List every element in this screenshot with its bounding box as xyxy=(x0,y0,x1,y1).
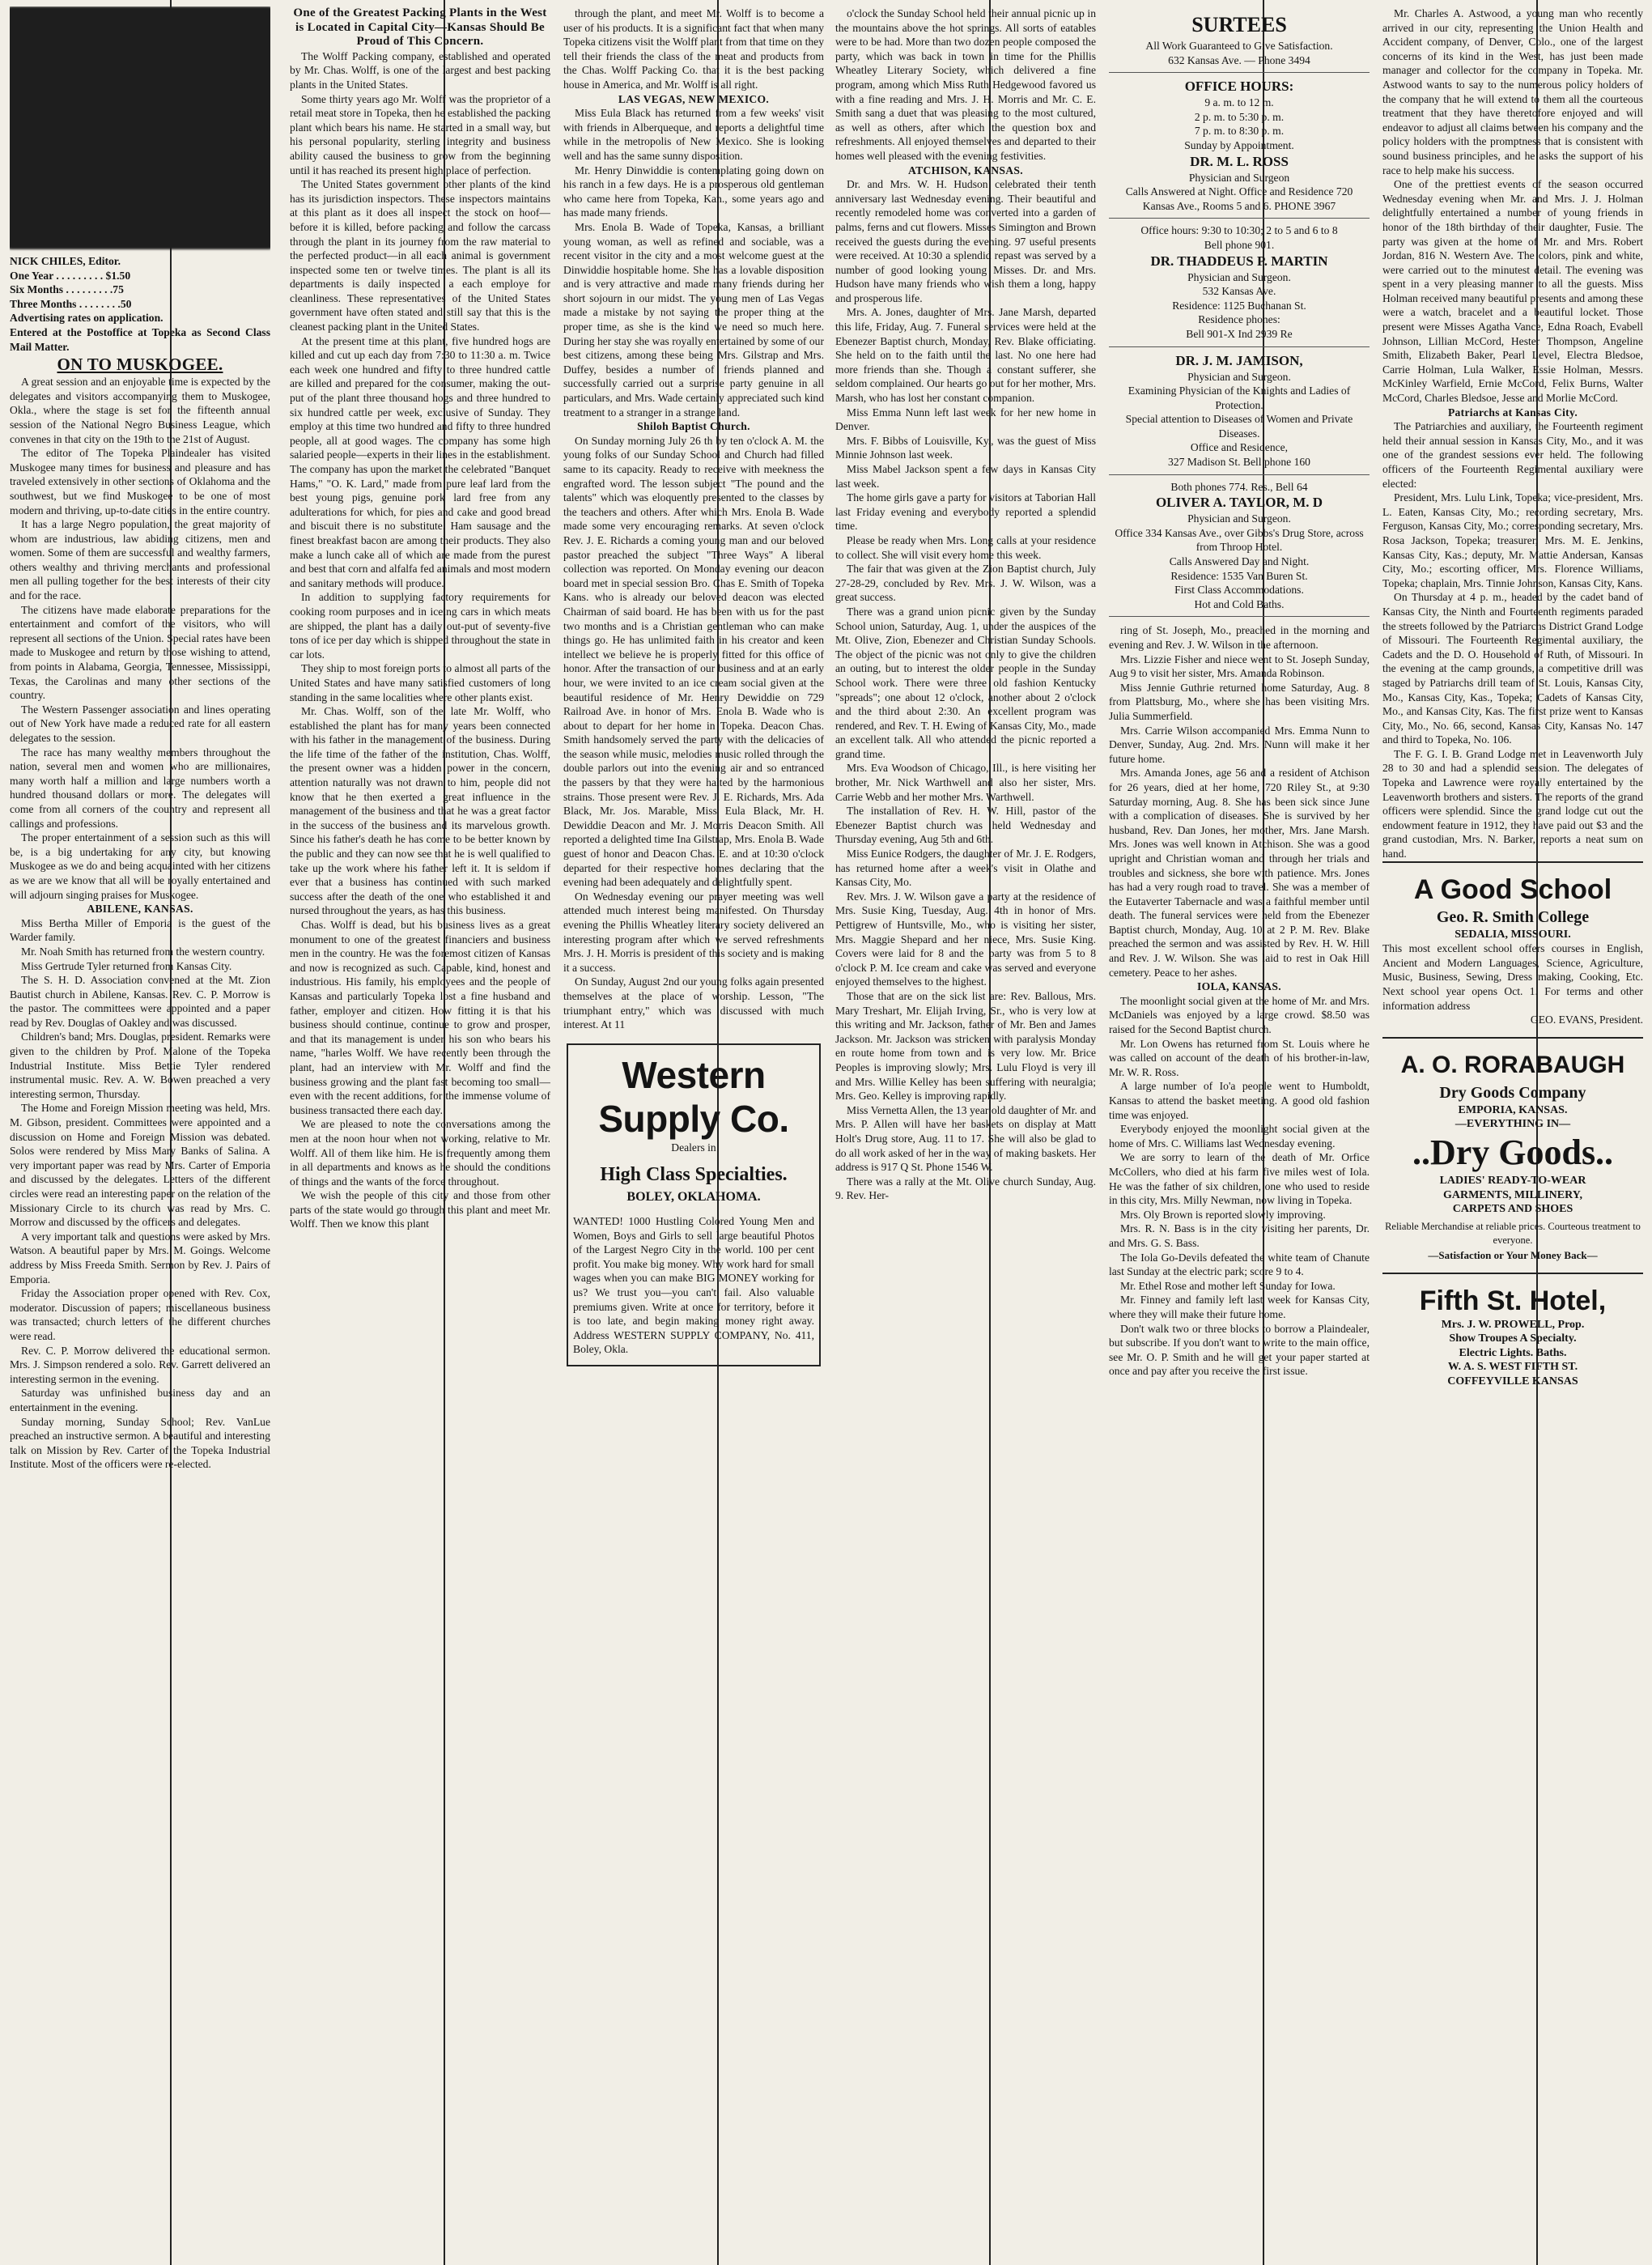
paragraph: Rev. Mrs. J. W. Wilson gave a party at the residence of Mrs. Susie King, Tuesday, Aug. 4th in honor of Mrs. Pettigrew of Huntsville, Mo., who is visiting her sister, Mrs. Maggie Shepard and her niece, Mrs. Susie King. Covers were laid for 8 and the party was from 5 to 8 o'clock P. M. Ice cream and cake was served and everyone enjoyed themselves to the highest. xyxy=(835,890,1096,988)
paragraph: Mr. Ethel Rose and mother left Sunday for Iowa. xyxy=(1120,1279,1336,1292)
masthead-title: NICK CHILES, Editor. xyxy=(10,255,121,267)
card-name: DR. THADDEUS P. MARTIN xyxy=(1150,253,1328,269)
paragraph: Those that are on the sick list are: Rev. Ballous, Mrs. Mary Treshart, Mr. Elijah Irving, Sr., who is very low at this writing and Mr. Jackson, father of Mr. Ben and James Jackson. Mr. Jackson was stricken with paralysis Monday en route home from town and is very low. Mr. Brice Peoples is improving slowly; Mrs. Lulu Floyd is very ill and Mrs. Willie Kelley has been suffering with neuralgia; Mrs. Geo. Kelley is improving rapidly. xyxy=(835,989,1096,1103)
article-heading: Patriarchs at Kansas City. xyxy=(1447,406,1578,419)
card-line: Examining Physician of the Knights and Ladies of Protection. xyxy=(1128,385,1351,411)
card-line: Calls Answered at Night. Office and Residence 720 Kansas Ave., Rooms 5 and 6. PHONE 3967 xyxy=(1125,185,1353,212)
masthead xyxy=(10,254,270,354)
business-card xyxy=(1109,219,1370,346)
card-line: Physician and Surgeon xyxy=(1188,171,1290,184)
ad-title: Fifth St. Hotel, xyxy=(1419,1285,1607,1316)
paragraph: Miss Eula Black has returned from a few weeks' visit with friends in Alberqueque, and reports a delightful time while in the metropolis of New Mexico. She is looking well and has the same sunny disposition. xyxy=(563,107,824,162)
paragraph: Mrs. Amanda Jones, age 56 and a resident of Atchison for 26 years, died at her home, 720 Riley St., at 9:30 Saturday morning, Aug. 8. She has been sick since June with a complication of diseases. She is survived by her husband, Rev. Dan Jones, her mother, Mrs. Jane Marsh. Mrs. Jones was well known in Atchison. She was a good upright and Christian woman and through her trials and troubles and sickness, she bore with patience. Mrs. Jones has had a very rough road to travel. She was a member of the Eutaverter Tabernacle and was a faithful member until death. The funeral services were held from the Ebenezer Baptist church, Monday, Aug. 10 at 2 P. M. Rev. Blake preached the sermon and was assisted by Rev. H. W. Hill and Rev. J. W. Wilson. She was laid to rest in Oak Hill cemetery. Peace to her ashes. xyxy=(1109,767,1370,979)
article-body xyxy=(10,375,270,902)
card-line: All Work Guaranteed to Give Satisfaction. xyxy=(1145,40,1333,52)
card-line: Office and Residence, xyxy=(1190,441,1289,454)
paragraph: The proper entertainment of a session such as this will be, is a big undertaking for any city, but knowing Muskogee as we do and being acquainted with her citizens as we are we know that all will be royally entertained and will adjourn singing praises for Muskogee. xyxy=(10,831,270,901)
ad-body: This most excellent school offers courses in English, Ancient and Modern Languages, Science, Agriculture, Music, Business, Sewing, Dress making, Cooking, Etc. Next school year opens Oct. 1. For terms and other information address xyxy=(1382,942,1643,1012)
card-line: DR. M. L. ROSS xyxy=(1190,153,1289,169)
column-3 xyxy=(563,6,824,2259)
masthead-entry: Entered at the Postoffice at Topeka as Second Class Mail Matter. xyxy=(10,325,270,353)
business-card xyxy=(1109,475,1370,618)
paragraph: Mr. Henry Dinwiddie is contemplating going down on his ranch in a few days. He is a prosperous old gentleman who came here from Topeka, Kan., some years ago and has made many friends. xyxy=(563,164,824,219)
card-line: Sunday by Appointment. xyxy=(1184,138,1294,151)
card-line: First Class Accommodations. xyxy=(1174,584,1304,597)
paragraph: There was a rally at the Mt. Olive church Sunday, Aug. 9. Rev. Her- xyxy=(835,1175,1096,1202)
ad-line: COFFEYVILLE KANSAS xyxy=(1447,1375,1578,1387)
masthead-line: One Year . . . . . . . . . $1.50 xyxy=(10,269,131,282)
paragraph: On Thursday at 4 p. m., headed by the cadet band of Kansas City, the Ninth and Fourteenth regiments paraded the streets followed by the Patriarchs District Grand Lodge of Missouri. The Fourteenth Regimental auxiliary, the Cadets and the D. O. Household of Ruth, of Missouri. In the evening at the camp grounds, a competitive drill was staged by Patriarchs drill team of St. Louis, Kansas City, Mo., Kansas City, Kas., Topeka; Cadets of Kansas City, Mo., and Kansas City, Kas. The first prize went to Kansas City, Mo., No. 66, second, Kansas City, Kansas No. 147 and third to Topeka, No. 106. xyxy=(1382,591,1643,746)
ad-subtitle: Dry Goods Company xyxy=(1439,1083,1586,1102)
column-4 xyxy=(835,6,1096,2259)
ad-footer: —Satisfaction or Your Money Back— xyxy=(1428,1248,1598,1261)
paragraph: Miss Emma Nunn left last week for her new home in Denver. xyxy=(835,406,1096,433)
card-line: Bell phone 901. xyxy=(1204,238,1275,251)
ad-town: SEDALIA, MISSOURI. xyxy=(1455,928,1571,941)
paragraph: We wish the people of this city and those from other parts of the state would go through this plant and meet Mr. Wolff. Then we know this plant xyxy=(290,1189,550,1230)
article-body xyxy=(563,434,824,1032)
paragraph: We are pleased to note the conversations among the men at the noon hour when not working, relative to Mr. Wolff. All of them like him. He is frequently among them in all departments and knows as he should the conditions of things and the wants of the force throughout. xyxy=(290,1118,550,1188)
article-continuation: through the plant, and meet Mr. Wolff is to become a user of his products. It is a significant fact that when many Topeka citizens visit the Wolff plant from that time on they tell their friends the class of the meat and products from the Chas. Wolff Packing Co. that it is the best packing house in America, and Mr. Wolff is all right. xyxy=(563,7,824,91)
article-heading: ON TO MUSKOGEE. xyxy=(57,355,223,375)
paragraph: Rev. C. P. Morrow delivered the educational sermon. Mrs. J. Simpson rendered a solo. Rev. Garrett delivered an interesting sermon in the evening. xyxy=(10,1344,270,1385)
ad-subtitle: High Class Specialties. xyxy=(600,1164,788,1186)
ad-line: GARMENTS, MILLINERY, xyxy=(1442,1188,1583,1201)
masthead-line: Advertising rates on application. xyxy=(10,312,164,325)
paragraph: Miss Vernetta Allen, the 13 year old daughter of Mr. and Mrs. P. Allen will have her baskets on display at Matt Holt's Drug store, Aug. 11 to 17. She will also be glad to do all work asked of her in the way of making baskets. Her address is 917 Q St. Phone 1546 W. xyxy=(835,1103,1096,1174)
column-2 xyxy=(290,6,550,2259)
article-heading: Shiloh Baptist Church. xyxy=(637,420,750,433)
masthead-line: Three Months . . . . . . . .50 xyxy=(10,297,132,310)
article-body xyxy=(1382,419,1643,861)
card-name: DR. J. M. JAMISON, xyxy=(1175,352,1303,368)
paragraph: At the present time at this plant, five hundred hogs are killed and cut up each day from 7:30 to 11:30 a. m. Twice each week one hundred and fifty to three hundred cattle are killed and prepared for the consumer, making the out-put of the plant three thousand hogs and three hundred to six hundred cattle per week, exclusive of Sunday. They employ at this time two hundred and fifty to three hundred people, all at good wages. The company has some high salaried people—experts in their lines in the establishment. The company has upon the market the celebrated "Banquet Hams," "O. K. Lard," made from pure leaf lard from the best young pigs, genuine pork lard free from any adulterations for which, for pies and cake and good bread and biscuit there is no substitute. Ham sausage and the finest breakfast bacon are among their products. They also make a lunch cake all of which are made from the purest and best that corn and alfalfa fed animals and most modern and sanitary methods will produce. xyxy=(290,334,550,589)
card-line: Special attention to Diseases of Women and Private Diseases. xyxy=(1125,413,1353,440)
paragraph: Mrs. F. Bibbs of Louisville, Ky., was the guest of Miss Minnie Johnson last week. xyxy=(835,434,1096,461)
article-continuation: o'clock the Sunday School held their annual picnic up in the mountains above the hot springs. All sorts of eatables were to be had. More than two dozen people composed the party, which was back in town in time for the Phillis Wheatley Literary Society, which delivered a fine program, among which Miss Ruth Hedgewood favored us with a fine reading and Mrs. J. H. Morris and Mr. C. E. Smith sang a duet that was pleasing to the most cultured, as well as others, after which the question box and refreshments. All enjoyed themselves and departed to their homes well pleased with the evening festivities. xyxy=(835,7,1096,162)
paragraph: The moonlight social given at the home of Mr. and Mrs. McDaniels was enjoyed by a large crowd. $8.50 was raised for the Second Baptist church. xyxy=(1109,994,1370,1036)
paragraph: Miss Gertrude Tyler returned from Kansas City. xyxy=(21,959,232,972)
card-name: OLIVER A. TAYLOR, M. D xyxy=(1155,495,1323,511)
ad-line: Show Troupes A Specialty. xyxy=(1449,1332,1577,1345)
paragraph: Mr. Finney and family left last week for Kansas City, where they will make their future home. xyxy=(1109,1294,1370,1320)
card-line: 9 a. m. to 12 m. xyxy=(1204,96,1274,109)
ad-signature: GEO. EVANS, President. xyxy=(1530,1014,1643,1026)
article-body xyxy=(290,49,550,1231)
masthead-damaged-area xyxy=(10,6,270,249)
ad-subtitle: Geo. R. Smith College xyxy=(1436,907,1590,926)
card-line: Both phones 774. Res., Bell 64 xyxy=(1170,480,1308,493)
paragraph: Mrs. Lizzie Fisher and niece went to St. Joseph Sunday, Aug 9 to visit her sister, Mrs. Amanda Robinson. xyxy=(1109,652,1370,680)
paragraph: The United States government other plants of the kind has its jurisdiction inspectors. These inspectors maintains at this plant as it does all inspect the stock on hoof—before it is killed, before packing and follow the carcass through the plant in its journey from the raw material to the perfected product—in all each animal is government inspected some ten or twelve times. The plant is all its departments is daily inspected a each employe for cleanliness. These representatives of the United States government have often stated and still say that this is the cleanest packing plant in the United States. xyxy=(290,178,550,334)
card-line: 7 p. m. to 8:30 p. m. xyxy=(1194,125,1285,138)
card-line: Calls Answered Day and Night. xyxy=(1169,555,1310,568)
paragraph: On Wednesday evening our prayer meeting was well attended much interest being manifested. On Thursday evening the Phillis Wheatley literary society delivered an interesting program after which we served refreshments Mrs. J. H. Morris is president of this society and is making it a success. xyxy=(563,890,824,974)
paragraph: The S. H. D. Association convened at the Mt. Zion Bautist church in Abilene, Kansas. Rev. C. P. Morrow is the pastor. The committees were appointed and a paper read by Rev. Douglas of Oakley and was discussed. xyxy=(10,974,270,1029)
paragraph: Saturday was unfinished business day and an entertainment in the evening. xyxy=(10,1387,270,1413)
paragraph: Mrs. A. Jones, daughter of Mrs. Jane Marsh, departed this life, Friday, Aug. 7. Funeral services were held at the Ebenezer Baptist church, Monday, Rev. Blake officiating. She held on to the faith until the last. No one here had more friends than she. Though a constant sufferer, she seldom complained. Our hearts go out for her mother, Mrs. Marsh, who has lost her constant companion. xyxy=(835,306,1096,405)
card-line: Physician and Surgeon. xyxy=(1187,270,1291,283)
business-card xyxy=(1109,6,1370,73)
paragraph: The citizens have made elaborate preparations for the entertainment and comfort of the visitors, who will represent all sections of the Union. Special rates have been made to Muskogee and return by those wishing to attend, from points in Alabama, Georgia, Tennessee, Mississippi, Texas, the Carolinas and many other sections of the country. xyxy=(10,603,270,702)
paragraph: The Western Passenger association and lines operating out of New York have made a reduced rate for all eastern delegates to the session. xyxy=(10,703,270,744)
paragraph: They ship to most foreign ports to almost all parts of the United States and have many satisfied customers of long standing in the same localities where other plants exist. xyxy=(290,662,550,703)
ad-slogan: Reliable Merchandise at reliable prices. Courteous treatment to everyone. xyxy=(1385,1220,1641,1247)
column-5 xyxy=(1109,6,1370,2259)
column-6 xyxy=(1382,6,1643,2259)
paragraph: A very important talk and questions were asked by Mrs. Watson. A beautiful paper by Mrs. M. Goings. Welcome address by Miss Freeda Smith. Sermon by Rev. J. Pairs of Emporia. xyxy=(10,1230,270,1285)
card-line: 632 Kansas Ave. — Phone 3494 xyxy=(1168,53,1310,66)
article-heading: ATCHISON, KANSAS. xyxy=(908,164,1023,176)
paragraph: The F. G. I. B. Grand Lodge met in Leavenworth July 28 to 30 and had a splendid session. The delegates of Topeka and Lawrence were royally entertained by the Leavenworth brothers and sisters. The reports of the grand officers were splendid. Since the grand lodge cut out the endowment feature in 1912, they have paid out $3 and the grand custodian, Mrs. N. Barker, reports a neat sum on hand. xyxy=(1382,747,1643,861)
ad-town: BOLEY, OKLAHOMA. xyxy=(626,1190,761,1205)
paragraph: The Iola Go-Devils defeated the white team of Chanute last Sunday at the electric park; score 9 to 4. xyxy=(1109,1251,1370,1278)
paragraph: Miss Mabel Jackson spent a few days in Kansas City last week. xyxy=(835,463,1096,490)
paragraph: Miss Eunice Rodgers, the daughter of Mr. J. E. Rodgers, has returned home after a week's visit in Olathe and Kansas City, Mo. xyxy=(835,848,1096,889)
paragraph: Mr. Chas. Wolff, son of the late Mr. Wolff, who established the plant has for many years been connected with his father in the management of the business. During the life time of the father of the institution, Chas. Wolff, the present owner was a hidden power in the concern, attention naturally was not drawn to him, people did not know that he then exerted a great influence in the management of the business and that he was a great factor in the success of the business and its marvelous growth. Since his father's death he has come to be better known by the public and they can now see that he is well qualified to take up the work where his father left it. It is seldom if ever that a business has continued with such marked success after the death of the one who established it and nursed throughout the years, as has this business. xyxy=(290,705,550,917)
article-body xyxy=(1109,623,1370,980)
paragraph: Chas. Wolff is dead, but his business lives as a great monument to one of the greatest financiers and business men in the country. He was the foremost citizen of Kansas and now is recognized as such. Capable, kind, honest and industrious. His family, his employees and the people of Kansas and particularly Topeka lost a fine husband and father, employer and citizen. How fitting it is that his business should continue, continue to grow and prosper, and that its management is under his son who bears his name, "harles Wolff. We have recently been through the plant, had an interview with Mr. Wolff and find the business growing and the plant fast becoming too small—even with the recent additions, for the immense volume of business transacted there each day. xyxy=(290,919,550,1116)
paragraph: ring of St. Joseph, Mo., preached in the morning and evening and Rev. J. W. Wilson in the afternoon. xyxy=(1109,624,1370,651)
paragraph: There was a grand union picnic given by the Sunday School union, Saturday, Aug. 1, under the auspices of the Mt. Olive, Zion, Ebenezer and Christian Sunday Schools. The object of the picnic was not only to give the children an outing, but to interest the older people in the Sunday School work. There were three old fashion Kentucky "spreads"; one about 12 o'clock, another about 2 o'clock and the third about 2:30. An excellent program was rendered, and Rev. T. H. Ewing of Kansas City, Mo., made an excellent talk. All who attended the picnic reported a grand time. xyxy=(835,605,1096,760)
masthead-line: Six Months . . . . . . . . .75 xyxy=(10,283,124,296)
ad-title: A Good School xyxy=(1413,873,1612,905)
paragraph: Mr. Noah Smith has returned from the western country. xyxy=(21,945,265,958)
ad-town: EMPORIA, KANSAS. xyxy=(1458,1103,1568,1116)
ad-headline: ..Dry Goods.. xyxy=(1412,1132,1614,1172)
paragraph: On Sunday, August 2nd our young folks again presented themselves at the place of worship. Lesson, "The triumphant entry," which was discussed with much interest. At 11 xyxy=(563,975,824,1031)
paragraph: The Home and Foreign Mission meeting was held, Mrs. M. Gibson, president. Committees were appointed and a discussion on Home and Foreign Mission was debated. Solos were rendered by Miss Mary Banks of Salina. A very important paper was read by Mrs. Carter of Emporia and discussed by the delegates. Letters of the different circles were read an interesting paper on the relation of the Missionary Circle to its church was read by Mrs. C. Morrow and discussed by the officers and delegates. xyxy=(10,1102,270,1229)
card-line: Physician and Surgeon. xyxy=(1187,512,1291,525)
card-name: OFFICE HOURS: xyxy=(1184,79,1294,95)
paragraph: Sunday morning, Sunday School; Rev. VanLue preached an instructive sermon. A beautiful and interesting talk on Mission by Rev. Carter of the Topeka Industrial Institute. Most of the officers were re-elected. xyxy=(10,1415,270,1471)
paragraph: Mr. Lon Owens has returned from St. Louis where he was called on account of the death of his brother-in-law, Mr. W. R. Ross. xyxy=(1109,1037,1370,1078)
ad-line: CARPETS AND SHOES xyxy=(1452,1203,1573,1216)
ad-line: Electric Lights. Baths. xyxy=(1459,1346,1567,1359)
card-line: Hot and Cold Baths. xyxy=(1194,597,1285,610)
paragraph: Please be ready when Mrs. Long calls at your residence to collect. She will visit every home this week. xyxy=(835,533,1096,561)
card-line: 532 Kansas Ave. xyxy=(1202,285,1276,298)
business-card xyxy=(1109,73,1370,219)
card-line: Physician and Surgeon. xyxy=(1187,370,1291,383)
card-name: SURTEES xyxy=(1191,13,1287,36)
hotel-ad xyxy=(1382,1273,1643,1399)
paragraph: A great session and an enjoyable time is expected by the delegates and visitors accompanying them to Muskogee, Okla., where the stage is set for the fifteenth annual session of the National Negro Business League, which convenes in that city on the 19th to the 21st of August. xyxy=(10,376,270,445)
paragraph: Mrs. Enola B. Wade of Topeka, Kansas, a brilliant young woman, as well as refined and sociable, was a recent visitor in the city and a most welcome guest at the Dinwiddie hospitable home. She has a lovable disposition and is very attractive and made many friends during her short sojourn in our midst. The young men of Las Vegas made a mistake by not saying the proper thing at the proper time, as she is the kind we need so much here. During her stay she was royally entertained by some of our best citizens, among these being Mrs. Gilstrap and Mrs. Duffey, besides a number of friends planned and successfully carried out a surprise party genuine in all particulars, and Mrs. Wade certainly appreciated such kind treatment to a stranger in a strange land. xyxy=(563,220,824,419)
ad-subtitle: Mrs. J. W. PROWELL, Prop. xyxy=(1441,1318,1585,1331)
paragraph: Mrs. Eva Woodson of Chicago, Ill., is here visiting her brother, Mr. Nick Warthwell and also her sister, Mrs. Carrie Webb and her mother Mrs. Warthwell. xyxy=(835,762,1096,803)
ad-title: A. O. RORABAUGH xyxy=(1400,1051,1625,1078)
card-line: Office hours: 9:30 to 10:30; 2 to 5 and 6 to 8 xyxy=(1140,224,1338,237)
paragraph: In addition to supplying factory requirements for cooking room purposes and in iceing cars in which meats are shipped, the plant has a daily out-put of seventy-five tons of ice per day which is shipped throughout the state in car lots. xyxy=(290,591,550,661)
paragraph: Everybody enjoyed the moonlight social given at the home of Mrs. C. Williams last Wednesday evening. xyxy=(1109,1123,1370,1149)
ad-line: LADIES' READY-TO-WEAR xyxy=(1439,1174,1586,1187)
article-body xyxy=(10,916,270,1472)
card-line: 2 p. m. to 5:30 p. m. xyxy=(1194,110,1285,123)
paragraph: The race has many wealthy members throughout the nation, several men and women who are millionaires, many worth half a million and large numbers worth a hundred thousand dollars or more. The delegates will come from all corners of the country and represent all callings and professions. xyxy=(10,746,270,830)
paragraph: We are sorry to learn of the death of Mr. Orfice McCollers, who died at his farm five miles west of Iola. He was the father of six children, one who used to reside in this city, Mrs. Milly Newman, now living in Topeka. xyxy=(1109,1151,1370,1207)
card-line: Residence: 1125 Buchanan St. xyxy=(1172,299,1306,312)
western-supply-ad xyxy=(567,1043,821,1366)
school-ad xyxy=(1382,861,1643,1037)
paragraph: Mrs. Carrie Wilson accompanied Mrs. Emma Nunn to Denver, Sunday, Aug. 2nd. Mrs. Nunn will make it her future home. xyxy=(1109,724,1370,765)
article-body xyxy=(835,177,1096,1203)
paragraph: Dr. and Mrs. W. H. Hudson celebrated their tenth anniversary last Wednesday evening. Their beautiful and recently remodeled home was converted into a garden of palms, ferns and cut flowers. Misses Simington and Brown received the guests during the evening. 97 useful presents were received. At 10:30 a splendid repast was served by a number of good looking young Misses. Dr. and Mrs. Hudson have many friends who wish them a long, happy and prosperous life. xyxy=(835,178,1096,304)
paragraph: Children's band; Mrs. Douglas, president. Remarks were given to the children by Prof. Malone of the Topeka Industrial Institute. Miss Bettie Tyler rendered instrumental music. Rev. A. W. Bowen preached a very interesting sermon, Thursday. xyxy=(10,1031,270,1100)
ad-line: W. A. S. WEST FIFTH ST. xyxy=(1447,1361,1578,1374)
paragraph: Mrs. R. N. Bass is in the city visiting her parents, Dr. and Mrs. G. S. Bass. xyxy=(1109,1222,1370,1249)
paragraph: Mrs. Oly Brown is reported slowly improving. xyxy=(1120,1208,1326,1221)
paragraph: The editor of The Topeka Plaindealer has visited Muskogee many times for business and pleasure and has traveled extensively in other sections of Oklahoma and the southwest, but we find Muskogee to be one of most modern and thriving, up-to-date cities in the entire country. xyxy=(10,447,270,516)
paragraph: One of the prettiest events of the season occurred Wednesday evening when Mr. and Mrs. J. J. Holman delightfully entertained a number of young friends in honor of the 18th birthday of their daughter, Fusie. The party was given at the home of Mr. and Mrs. Robert Jordan, 816 N. Western Ave. The colors, pink and white, were carried out to the minutest detail. The evening was spent in a very pleasing manner to all the guests. Miss Holman received many beautiful presents and among these were a watch, bracelet and a beautiful locket. Those present were Misses Agatha Vance, Edna Roach, Evabell Johnson, Lillian McCord, Hester Thompson, Angeline Smith, Elizabeth Baker, Pearl Level, Electra Bledsoe, Carrie Holman, Lula Walker, Essie Holman, Messrs. McKinley Warfield, Ernie McCord, Felix Burns, Walter McCord, Charles Bledsoe, Jesse and Morlie McCord. xyxy=(1382,178,1643,405)
article-heading: LAS VEGAS, NEW MEXICO. xyxy=(618,92,770,105)
article-body xyxy=(563,106,824,419)
card-line: Bell 901-X Ind 2939 Re xyxy=(1186,327,1293,340)
article-heading: One of the Greatest Packing Plants in the West is Located in Capital City—Kansas Should Be Proud of This Concern. xyxy=(293,6,547,49)
paragraph: The Patriarchies and auxiliary, the Fourteenth regiment held their annual session in Kansas City, Mo., and it was one of the grandest sessions ever held. The following officers of the Fourteenth Regimental auxiliary were elected: xyxy=(1382,420,1643,490)
article-body xyxy=(1109,994,1370,1379)
column-1 xyxy=(10,6,270,2259)
paragraph: Mr. Charles A. Astwood, a young man who recently arrived in our city, representing the Union Health and Accident company, of Denver, Colo., one of the largest concerns of its kind in the West, has just been made manager and collector for the company in Topeka. Mr. Astwood wants to say to the numerous policy holders of the company that he will extend to them all the courteous treatment that they have theretofore enjoyed and will endeavor to adjust all claims between his company and the policy holders with the promptness that is consistent with sound business principles, and he asks the support of his race to help make his success. xyxy=(1382,7,1643,176)
paragraph: Don't walk two or three blocks to borrow a Plaindealer, but subscribe. If you don't want to write to the main office, see Mr. O. P. Smith and he will get your paper started at once and pay after you receive the first issue. xyxy=(1109,1322,1370,1378)
paragraph: The installation of Rev. H. W. Hill, pastor of the Ebenezer Baptist church was held Wednesday and Thursday evening, Aug 5th and 6th. xyxy=(835,805,1096,846)
paragraph: The fair that was given at the Zion Baptist church, July 27-28-29, concluded by Rev. Mrs. J. W. Wilson, was a great success. xyxy=(835,563,1096,604)
paragraph: It has a large Negro population, the great majority of whom are industrious, law abiding citizens, men and women. Some of them are successful and wealthy farmers, others wealthy and thriving merchants and professional men all pulling together for the best interests of their city and for the race. xyxy=(10,518,270,602)
paragraph: The Wolff Packing company, established and operated by Mr. Chas. Wolff, is one of the largest and best packing plants in the United States. xyxy=(290,49,550,91)
card-line: Office 334 Kansas Ave., over Gibbs's Drug Store, across from Throop Hotel. xyxy=(1115,526,1364,554)
ad-text: Dealers in xyxy=(671,1141,716,1154)
article-body xyxy=(1382,6,1643,406)
article-heading: IOLA, KANSAS. xyxy=(1197,980,1281,993)
business-card xyxy=(1109,347,1370,475)
ad-tagline: —EVERYTHING IN— xyxy=(1455,1118,1571,1131)
paragraph: President, Mrs. Lulu Link, Topeka; vice-president, Mrs. L. Eaten, Kansas City, Mo.; recording secretary, Mrs. Ferguson, Kansas City, Mo.; corresponding secretary, Mrs. Rosa Jackson, Topeka; treasurer, Mrs. M. E. Jenkins, Kansas City, Kas.; deputy, Mr. Mattie Andersan, Kansas City, Mo.; escorting officer, Mrs. Florence Williams, Topeka; chaplain, Mrs. Tinnie Johnson, Kansas City, Kans. xyxy=(1382,491,1643,589)
ad-body: WANTED! 1000 Hustling Colored Young Men and Women, Boys and Girls to sell large beautiful Photos of the Largest Negro City in the world. 100 per cent profit. You make big money. Why work hard for small wages when you can make BIG MONEY working for us? We trust you—you can't fail. Also valuable premiums given. Write at once for territory, before it is too late, and begin making money right away. Address WESTERN SUPPLY COMPANY, No. 411, Boley, Okla. xyxy=(573,1214,814,1356)
card-line: 327 Madison St. Bell phone 160 xyxy=(1168,456,1310,469)
paragraph: The home girls gave a party for visitors at Taborian Hall last Friday evening and everybody reported a splendid time. xyxy=(835,491,1096,533)
paragraph: On Sunday morning July 26 th by ten o'clock A. M. the young folks of our Sunday School and Church had filled same to its capacity. Ready to receive with meekness the engrafted word. The lesson subject "The pound and the talents" which was eloquently presented to the classes by the teachers and others. After which Mrs. Enola B. Wade made some very encouraging remarks. At seven o'clock Rev. J. E. Richards a coming young man and our beloved pastor preached the subject "Three Ways" A liberal collection was reported. On Monday evening our deacon board met in special session Bro. Chas E. Smith of Topeka Kans. who is already our beloved deacon was elected Chairman of said board. He has been with us for the past two months and is a Christian gentleman who can make things go. He has unlimited faith in his creator and keen intellect we believe he is properly fitted for this office of honor. After the transaction of our business and at an early hour, we were invited to an ice cream social given at the beautiful residence of Mr. Henry Dewiddie on 729 Railroad Ave. in honor of Mrs. Enola B. Wade who is about to depart for her home in Topeka. Deacon Chas. Smith handsomely served the party with the delicacies of the season while music, melodies music rolled through the double parlors out into the evening air and so entranced the passers by that they were halted by the harmonious strains. Those present were Rev. J. E. Richards, Mrs. Ada Black, Mr. Jos. Marable, Miss Eula Black, Mr. H. Dewiddie Deacon and Mr. J. Morris Deacon Smith. All reported a delighted time Ina Gilstrap, Mrs. Enola B. Wade guest of honor and Deacon Chas. E. and at 10:30 o'clock departed for their respective homes declaring that the evening had been adequately and delightfully spent. xyxy=(563,434,824,889)
paragraph: Some thirty years ago Mr. Wolff was the proprietor of a retail meat store in Topeka, then he established the packing plant which bears his name. He started in a small way, but his personal popularity, sterling integrity and business ability caused the business to grow from the beginning until it has reached its present high place of perfection. xyxy=(290,92,550,176)
card-line: Residence phones: xyxy=(1198,313,1280,326)
card-line: Residence: 1535 Van Buren St. xyxy=(1170,569,1308,582)
article-heading: ABILENE, KANSAS. xyxy=(87,903,193,916)
ad-title: Western Supply Co. xyxy=(598,1053,789,1140)
paragraph: Friday the Association proper opened with Rev. Cox, moderator. Discussion of papers; miscellaneous business was transacted; church letters of the different churches were read. xyxy=(10,1287,270,1342)
paragraph: A large number of Io'a people went to Humboldt, Kansas to attend the basket meeting. A good old fashion time was enjoyed. xyxy=(1109,1080,1370,1121)
rorabaugh-ad xyxy=(1382,1037,1643,1273)
paragraph: Miss Bertha Miller of Emporia is the guest of the Warder family. xyxy=(10,916,270,944)
paragraph: Miss Jennie Guthrie returned home Saturday, Aug. 8 from Plattsburg, Mo., where she has been visiting Mrs. Julia Summerfield. xyxy=(1109,681,1370,722)
